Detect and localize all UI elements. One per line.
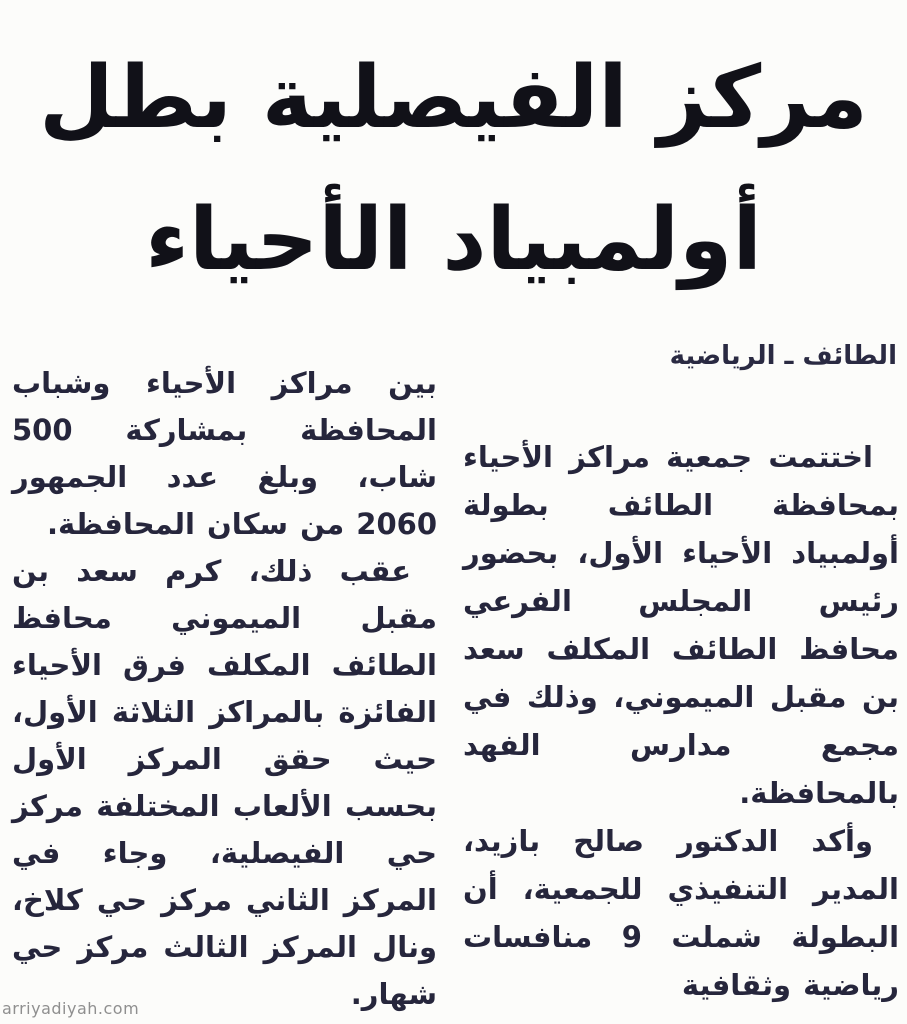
paragraph: عقب ذلك، كرم سعد بن مقبل الميموني محافظ الطائف المكلف فرق الأحياء الفائزة بالمراكز الثلاثة الأول، حيث حقق المركز الأول بحسب الألعاب المختلفة مركز حي الفيصلية، وجاء في المركز الثاني مركز حي كلاخ، ونال المركز الثالث مركز حي شهار. xyxy=(12,553,437,1011)
headline-line-2: أولمبياد الأحياء xyxy=(145,190,762,291)
watermark: arriyadiyah.com xyxy=(2,999,140,1018)
column-right xyxy=(463,333,899,1009)
paragraph: وأكد الدكتور صالح بازيد، المدير التنفيذي للجمعية، أن البطولة شملت 9 منافسات رياضية وثقافية xyxy=(463,823,900,1002)
article-headline xyxy=(0,21,907,311)
article-columns xyxy=(0,333,907,1018)
column-left xyxy=(12,360,437,1018)
right-column-body xyxy=(463,433,899,1009)
byline: الطائف ـ الرياضية xyxy=(669,340,897,371)
paragraph: اختتمت جمعية مراكز الأحياء بمحافظة الطائف بطولة أولمبياد الأحياء الأول، بحضور رئيس المجلس الفرعي محافظ الطائف المكلف سعد بن مقبل الميموني، وذلك في مجمع مدارس الفهد بالمحافظة. xyxy=(463,439,899,810)
headline-line-1: مركز الفيصلية بطل xyxy=(39,48,868,149)
paragraph: بين مراكز الأحياء وشباب المحافظة بمشاركة 500 شاب، وبلغ عدد الجمهور 2060 من سكان المحافظة. xyxy=(12,365,437,541)
